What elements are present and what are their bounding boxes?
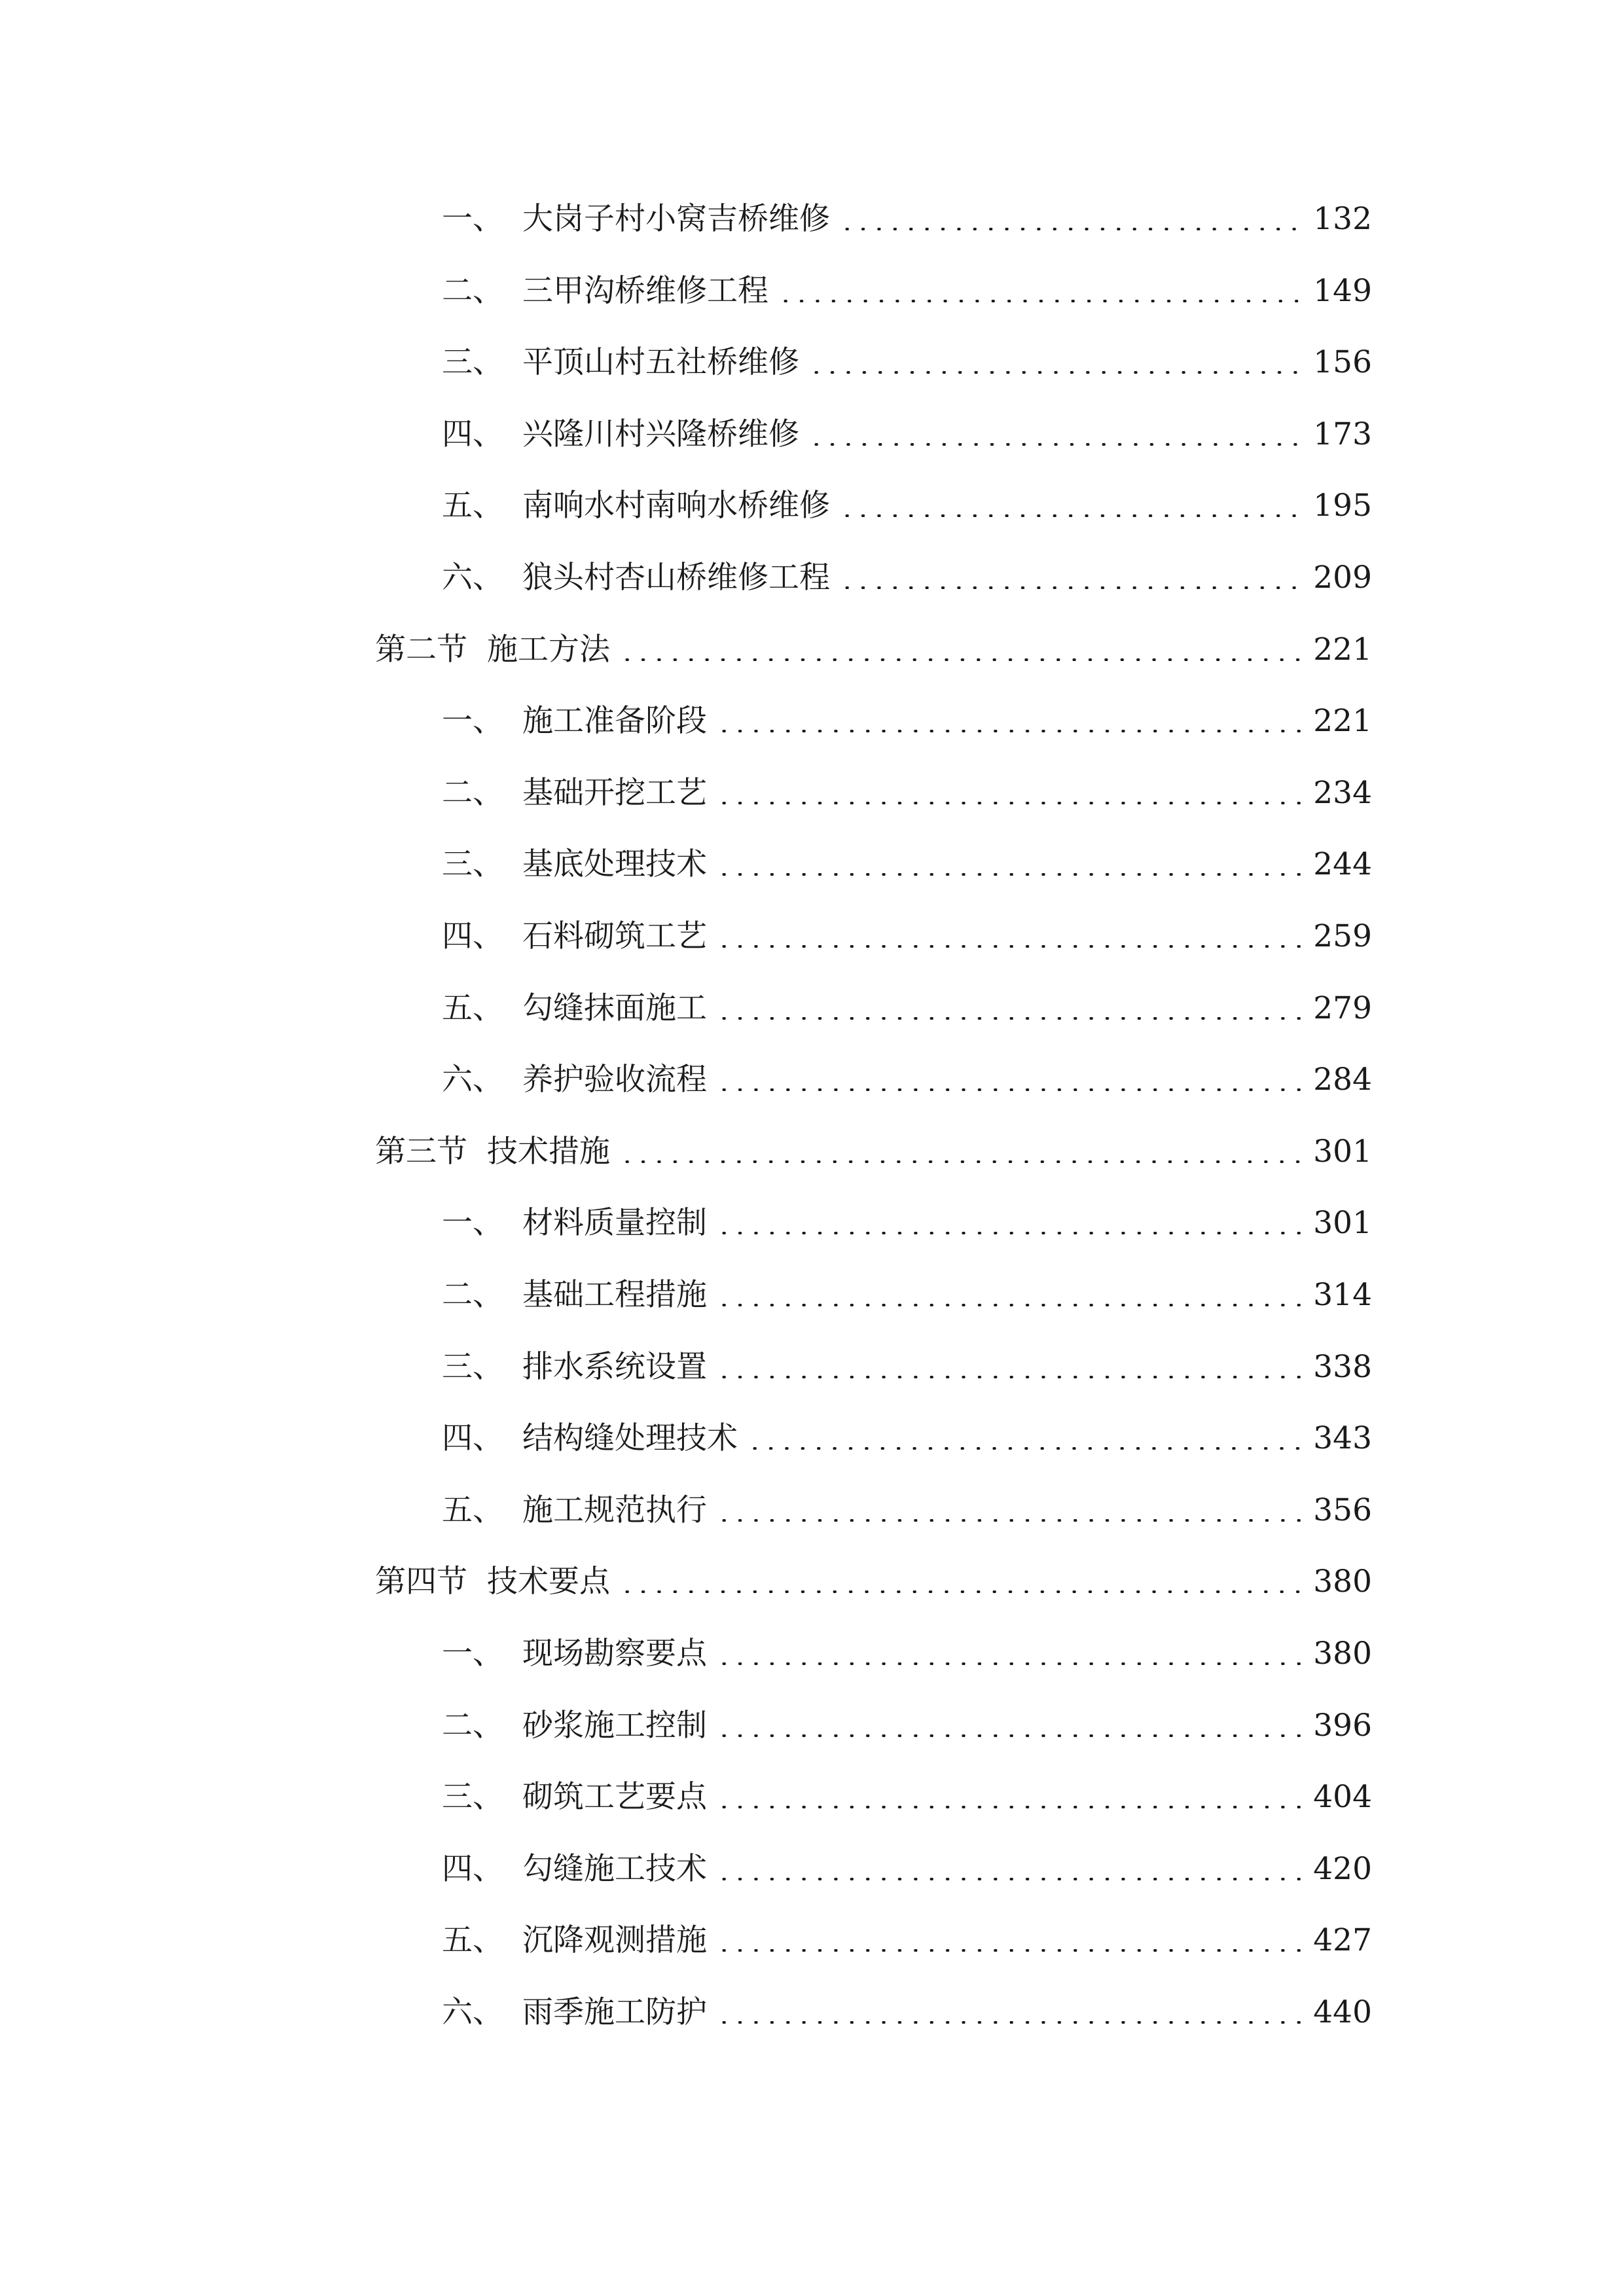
toc-page-number: 404 — [1313, 1779, 1372, 1816]
toc-entry-title: 结构缝处理技术 — [522, 1420, 738, 1457]
toc-dot-leader — [839, 586, 1301, 589]
toc-dot-leader — [716, 730, 1301, 732]
toc-entry[interactable] — [442, 1628, 1372, 1680]
toc-entry-number: 四、 — [442, 416, 503, 452]
toc-entry[interactable] — [442, 1843, 1372, 1895]
toc-entry[interactable] — [442, 838, 1372, 891]
toc-entry-title: 大岗子村小窝吉桥维修 — [522, 201, 830, 237]
toc-dot-leader — [716, 945, 1301, 948]
toc-entry-number: 六、 — [442, 560, 503, 596]
toc-page-number: 244 — [1313, 846, 1372, 883]
toc-page-number: 209 — [1313, 560, 1372, 596]
toc-entry-number: 第四节 — [375, 1564, 467, 1600]
toc-entry-title: 砂浆施工控制 — [522, 1707, 707, 1744]
toc-page-number: 380 — [1313, 1636, 1372, 1672]
toc-dot-leader — [716, 1949, 1301, 1952]
toc-page-number: 173 — [1313, 416, 1372, 452]
toc-dot-leader — [839, 514, 1301, 517]
toc-entry-title: 排水系统设置 — [522, 1348, 707, 1385]
toc-entry-number: 四、 — [442, 918, 503, 954]
toc-page-number: 440 — [1313, 1994, 1372, 2030]
toc-entry-title: 技术措施 — [487, 1133, 610, 1170]
toc-entry-title: 现场勘察要点 — [522, 1636, 707, 1672]
toc-entry-number: 二、 — [442, 774, 503, 811]
toc-section-entry[interactable] — [375, 1126, 1372, 1178]
toc-entry-title: 勾缝施工技术 — [522, 1850, 707, 1887]
toc-page-number: 343 — [1313, 1420, 1372, 1457]
toc-entry-number: 二、 — [442, 272, 503, 309]
toc-dot-leader — [808, 443, 1301, 446]
toc-entry[interactable] — [442, 480, 1372, 532]
toc-entry-number: 一、 — [442, 201, 503, 237]
toc-page-number: 149 — [1313, 272, 1372, 309]
toc-dot-leader — [716, 1017, 1301, 1020]
toc-entry[interactable] — [442, 408, 1372, 461]
toc-entry-title: 基底处理技术 — [522, 846, 707, 883]
toc-entry[interactable] — [442, 1700, 1372, 1752]
toc-entry-number: 二、 — [442, 1277, 503, 1313]
toc-entry[interactable] — [442, 1771, 1372, 1823]
toc-dot-leader — [716, 873, 1301, 876]
toc-entry-number: 六、 — [442, 1062, 503, 1098]
toc-page-number: 132 — [1313, 201, 1372, 237]
toc-entry-title: 沉降观测措施 — [522, 1922, 707, 1959]
toc-entry-title: 施工规范执行 — [522, 1492, 707, 1528]
toc-entry[interactable] — [442, 265, 1372, 317]
toc-entry[interactable] — [442, 1484, 1372, 1537]
toc-entry-title: 雨季施工防护 — [522, 1994, 707, 2030]
toc-page-number: 284 — [1313, 1062, 1372, 1098]
toc-dot-leader — [716, 1232, 1301, 1234]
toc-page-number: 279 — [1313, 990, 1372, 1026]
toc-dot-leader — [716, 1376, 1301, 1378]
toc-dot-leader — [808, 371, 1301, 374]
toc-entry-number: 五、 — [442, 1922, 503, 1959]
toc-entry-number: 一、 — [442, 1636, 503, 1672]
toc-entry-title: 养护验收流程 — [522, 1062, 707, 1098]
toc-dot-leader — [778, 300, 1301, 302]
toc-entry-title: 狼头村杏山桥维修工程 — [522, 560, 830, 596]
toc-entry[interactable] — [442, 552, 1372, 604]
toc-entry-number: 四、 — [442, 1850, 503, 1887]
toc-page-number: 234 — [1313, 774, 1372, 811]
toc-dot-leader — [716, 1519, 1301, 1522]
toc-dot-leader — [716, 1088, 1301, 1091]
toc-page-number: 420 — [1313, 1850, 1372, 1887]
toc-dot-leader — [716, 1878, 1301, 1880]
toc-entry-number: 一、 — [442, 1205, 503, 1242]
toc-entry-title: 三甲沟桥维修工程 — [522, 272, 768, 309]
toc-entry[interactable] — [442, 1986, 1372, 2039]
toc-section-entry[interactable] — [375, 1556, 1372, 1608]
toc-entry[interactable] — [442, 1054, 1372, 1106]
toc-dot-leader — [619, 1590, 1301, 1593]
toc-page-number: 427 — [1313, 1922, 1372, 1959]
toc-entry[interactable] — [442, 1341, 1372, 1393]
toc-page-number: 259 — [1313, 918, 1372, 954]
toc-entry-number: 五、 — [442, 1492, 503, 1528]
toc-entry-number: 三、 — [442, 344, 503, 381]
toc-entry-title: 施工准备阶段 — [522, 703, 707, 740]
toc-entry-title: 石料砌筑工艺 — [522, 918, 707, 954]
toc-dot-leader — [619, 658, 1301, 661]
toc-page-number: 396 — [1313, 1707, 1372, 1744]
toc-entry-title: 基础开挖工艺 — [522, 774, 707, 811]
toc-page-number: 356 — [1313, 1492, 1372, 1528]
toc-dot-leader — [716, 1304, 1301, 1306]
toc-entry-number: 二、 — [442, 1707, 503, 1744]
toc-page-number: 380 — [1313, 1564, 1372, 1600]
toc-page-number: 314 — [1313, 1277, 1372, 1313]
toc-entry-number: 四、 — [442, 1420, 503, 1457]
toc-entry[interactable] — [442, 1197, 1372, 1249]
toc-page-number: 301 — [1313, 1133, 1372, 1170]
toc-entry[interactable] — [442, 1412, 1372, 1465]
toc-entry-title: 兴隆川村兴隆桥维修 — [522, 416, 799, 452]
toc-entry[interactable] — [442, 982, 1372, 1035]
toc-entry-number: 第三节 — [375, 1133, 467, 1170]
toc-entry-title: 施工方法 — [487, 631, 610, 668]
toc-entry[interactable] — [442, 336, 1372, 389]
toc-dot-leader — [839, 228, 1301, 230]
toc-page-number: 156 — [1313, 344, 1372, 381]
toc-entry-title: 勾缝抹面施工 — [522, 990, 707, 1026]
toc-page-number: 195 — [1313, 488, 1372, 524]
toc-dot-leader — [716, 1734, 1301, 1737]
toc-dot-leader — [747, 1447, 1301, 1450]
toc-dot-leader — [716, 2021, 1301, 2024]
toc-entry[interactable] — [442, 1914, 1372, 1967]
toc-entry-number: 六、 — [442, 1994, 503, 2030]
toc-entry-number: 三、 — [442, 846, 503, 883]
toc-entry[interactable] — [442, 695, 1372, 747]
toc-entry[interactable] — [442, 193, 1372, 245]
toc-entry-number: 五、 — [442, 488, 503, 524]
toc-entry-number: 三、 — [442, 1779, 503, 1816]
toc-page-number: 221 — [1313, 703, 1372, 740]
toc-entry-title: 南响水村南响水桥维修 — [522, 488, 830, 524]
toc-entry-number: 第二节 — [375, 631, 467, 668]
toc-entry-number: 一、 — [442, 703, 503, 740]
toc-entry-title: 材料质量控制 — [522, 1205, 707, 1242]
toc-entry-number: 三、 — [442, 1348, 503, 1385]
toc-dot-leader — [716, 1662, 1301, 1665]
toc-entry[interactable] — [442, 767, 1372, 819]
toc-entry-title: 砌筑工艺要点 — [522, 1779, 707, 1816]
toc-page-number: 338 — [1313, 1348, 1372, 1385]
toc-page-number: 301 — [1313, 1205, 1372, 1242]
toc-entry-title: 平顶山村五社桥维修 — [522, 344, 799, 381]
toc-page-number: 221 — [1313, 631, 1372, 668]
toc-entry[interactable] — [442, 1269, 1372, 1321]
toc-dot-leader — [716, 1806, 1301, 1808]
toc-section-entry[interactable] — [375, 624, 1372, 676]
toc-dot-leader — [619, 1160, 1301, 1163]
toc-dot-leader — [716, 802, 1301, 804]
toc-entry-title: 技术要点 — [487, 1564, 610, 1600]
toc-entry[interactable] — [442, 910, 1372, 963]
toc-entry-title: 基础工程措施 — [522, 1277, 707, 1313]
toc-entry-number: 五、 — [442, 990, 503, 1026]
